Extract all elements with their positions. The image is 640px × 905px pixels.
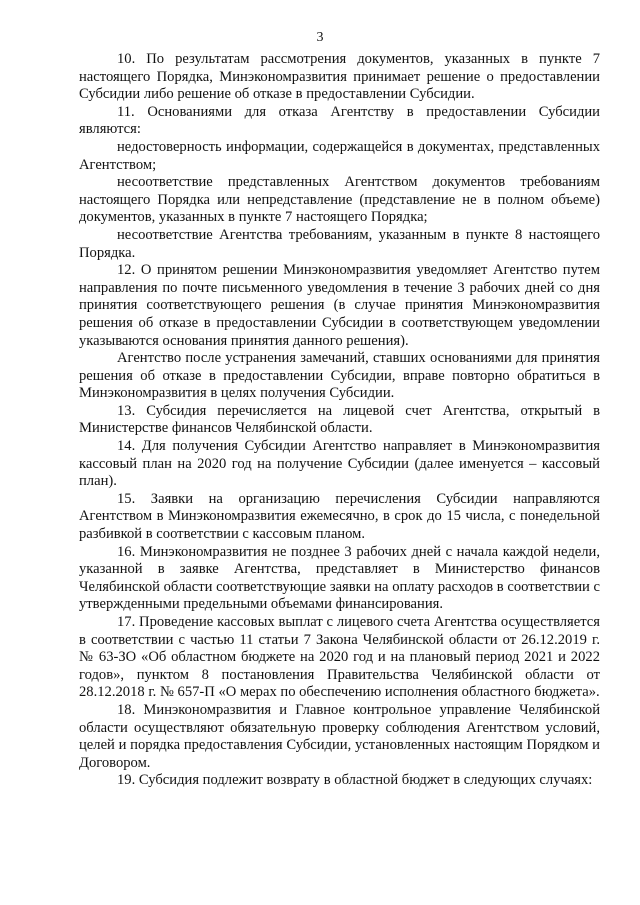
paragraph-reapply: Агентство после устранения замечаний, ставших основаниями для принятия решения об отказе в предоставлении Субсидии, вправе повторно обратиться в Минэкономразвития в целях получения Субсидии. [79,350,600,402]
paragraph-item-12: 12. О принятом решении Минэкономразвития уведомляет Агентство путем направления по почте письменного уведомления в течение 3 рабочих дней со дня принятия соответствующего решения (в случае принятия Минэкономразвития решения об отказе в предоставлении Субсидии в соответствующем уведомлении указываются основания принятия данного решения). [79,262,600,349]
paragraph-item-18: 18. Минэкономразвития и Главное контрольное управление Челябинской области осуществляют обязательную проверку соблюдения Агентством условий, целей и порядка предоставления Субсидии, установленных настоящим Порядком и Договором. [79,701,600,771]
paragraph-item-15: 15. Заявки на организацию перечисления Субсидии направляются Агентством в Минэкономразвития ежемесячно, в срок до 15 числа, с понедельной разбивкой в соответствии с кассовым планом. [79,490,600,543]
paragraph-item-19: 19. Субсидия подлежит возврату в областной бюджет в следующих случаях: [117,772,593,789]
paragraph-item-13: 13. Субсидия перечисляется на лицевой счет Агентства, открытый в Министерстве финансов Челябинской области. [79,402,600,437]
paragraph-item-17: 17. Проведение кассовых выплат с лицевого счета Агентства осуществляется в соответствии с частью 11 статьи 7 Закона Челябинской области от 26.12.2019 г. № 63-ЗО «Об областном бюджете на 2020 год и на плановый период 2021 и 2022 годов», пунктом 8 постановления Правительства Челябинской области от 28.12.2018 г. № 657-П «О мерах по обеспечению исполнения областного бюджета». [79,614,600,701]
paragraph-item-10: 10. По результатам рассмотрения документов, указанных в пункте 7 настоящего Порядка, Минэкономразвития принимает решение о предоставлении Субсидии либо решение об отказе в предоставлении Субсидии. [79,51,600,103]
paragraph-refusal-ground-2: несоответствие представленных Агентством документов требованиям настоящего Порядка или непредставление (представление не в полном объеме) документов, указанных в пункте 7 настоящего Порядка; [79,174,600,226]
document-body [79,51,600,790]
paragraph-item-14: 14. Для получения Субсидии Агентство направляет в Минэкономразвития кассовый план на 2020 год на получение Субсидии (далее именуется – кассовый план). [79,438,600,490]
paragraph-refusal-ground-3: несоответствие Агентства требованиям, указанным в пункте 8 настоящего Порядка. [79,226,600,261]
paragraph-refusal-ground-1: недостоверность информации, содержащейся в документах, представленных Агентством; [79,138,600,173]
paragraph-item-16: 16. Минэкономразвития не позднее 3 рабочих дней с начала каждой недели, указанной в заявке Агентства, представляет в Министерство финансов Челябинской области соответствующие заявки на оплату расходов в соответствии с утвержденными предельными объемами финансирования. [79,543,600,613]
page-number: 3 [316,30,324,45]
paragraph-item-11: 11. Основаниями для отказа Агентству в предоставлении Субсидии являются: [79,103,600,138]
